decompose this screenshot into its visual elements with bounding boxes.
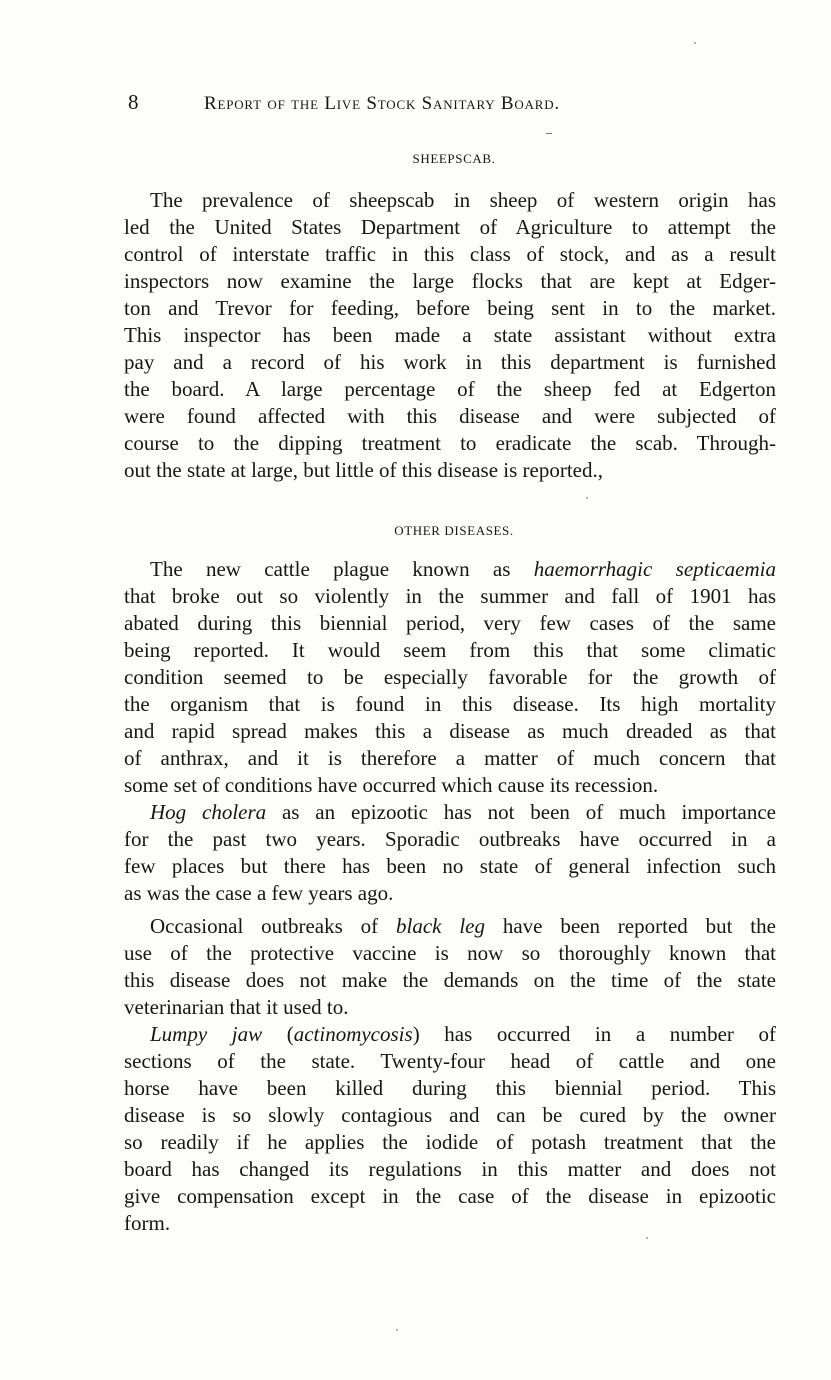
text-run: ) has occurred in a number of [412,1022,776,1046]
text-line: some set of conditions have occurred which cause its recession. [124,773,659,797]
running-head [124,90,784,120]
text-line: veterinarian that it used to. [124,995,349,1019]
paragraph-black-leg [124,913,776,1021]
text-line: led the United States Department of Agriculture to attempt the [124,215,776,239]
italic-term: actinomycosis [293,1022,413,1046]
paper-speck [396,1329,398,1331]
section-heading-sheepscab: SHEEPSCAB. [412,151,496,166]
text-run: The new cattle plague known as [150,557,534,581]
text-line: inspectors now examine the large flocks that are kept at Edger- [124,269,776,293]
text-run: ( [262,1022,294,1046]
text-line: The prevalence of sheepscab in sheep of western origin has [150,188,776,212]
text-run: as an epizootic has not been of much importance [266,800,776,824]
text-line: out the state at large, but little of this disease is reported., [124,458,603,482]
text-line: that broke out so violently in the summer and fall of 1901 has [124,584,776,608]
text-line: condition seemed to be especially favorable for the growth of [124,665,776,689]
text-line [124,1021,776,1048]
section-heading-other-diseases: OTHER DISEASES. [394,523,514,538]
paragraph-lumpy-jaw [124,1021,776,1237]
text-line [124,913,776,940]
text-line: being reported. It would seem from this that some climatic [124,638,776,662]
text-run: have been reported but the [484,914,776,938]
paragraph-hog-cholera [124,799,776,907]
text-line: disease is so slowly contagious and can be cured by the owner [124,1103,776,1127]
text-line: use of the protective vaccine is now so thoroughly known that [124,941,776,965]
text-line: horse have been killed during this biennial period. This [124,1076,776,1100]
text-line: the organism that is found in this disease. Its high mortality [124,692,776,716]
text-line: were found affected with this disease and were subjected of [124,404,776,428]
text-line: give compensation except in the case of the disease in epizootic [124,1184,776,1208]
text-line: course to the dipping treatment to eradicate the scab. Through- [124,431,776,455]
paper-speck [646,1237,648,1239]
italic-term: black leg [395,914,485,938]
paragraph-cattle-plague [124,556,776,799]
text-line: of anthrax, and it is therefore a matter of much concern that [124,746,776,770]
printer-mark [546,133,552,134]
text-line: pay and a record of his work in this department is furnished [124,350,776,374]
paper-speck [586,497,588,499]
text-line: few places but there has been no state of general infection such [124,854,776,878]
text-line: sections of the state. Twenty-four head of cattle and one [124,1049,776,1073]
page-number: 8 [128,90,139,114]
text-line: ton and Trevor for feeding, before being sent in to the market. [124,296,776,320]
paragraph-sheepscab [124,187,776,484]
text-line: board has changed its regulations in this matter and does not [124,1157,776,1181]
text-line [124,556,776,583]
paper-speck [694,42,696,44]
text-line: abated during this biennial period, very few cases of the same [124,611,776,635]
italic-term: haemorrhagic septicaemia [533,557,776,581]
text-line: form. [124,1211,171,1235]
text-line: as was the case a few years ago. [124,881,394,905]
running-title: Report of the Live Stock Sanitary Board. [204,93,560,114]
italic-term: Hog cholera [150,800,267,824]
text-line: and rapid spread makes this a disease as much dreaded as that [124,719,776,743]
text-line: this disease does not make the demands on the time of the state [124,968,776,992]
text-line: for the past two years. Sporadic outbreaks have occurred in a [124,827,776,851]
text-run: Occasional outbreaks of [150,914,396,938]
text-line: so readily if he applies the iodide of potash treatment that the [124,1130,776,1154]
text-line: control of interstate traffic in this class of stock, and as a result [124,242,776,266]
text-line: This inspector has been made a state assistant without extra [124,323,776,347]
text-line [124,799,776,826]
text-line: the board. A large percentage of the sheep fed at Edgerton [124,377,776,401]
italic-term: Lumpy jaw [150,1022,263,1046]
